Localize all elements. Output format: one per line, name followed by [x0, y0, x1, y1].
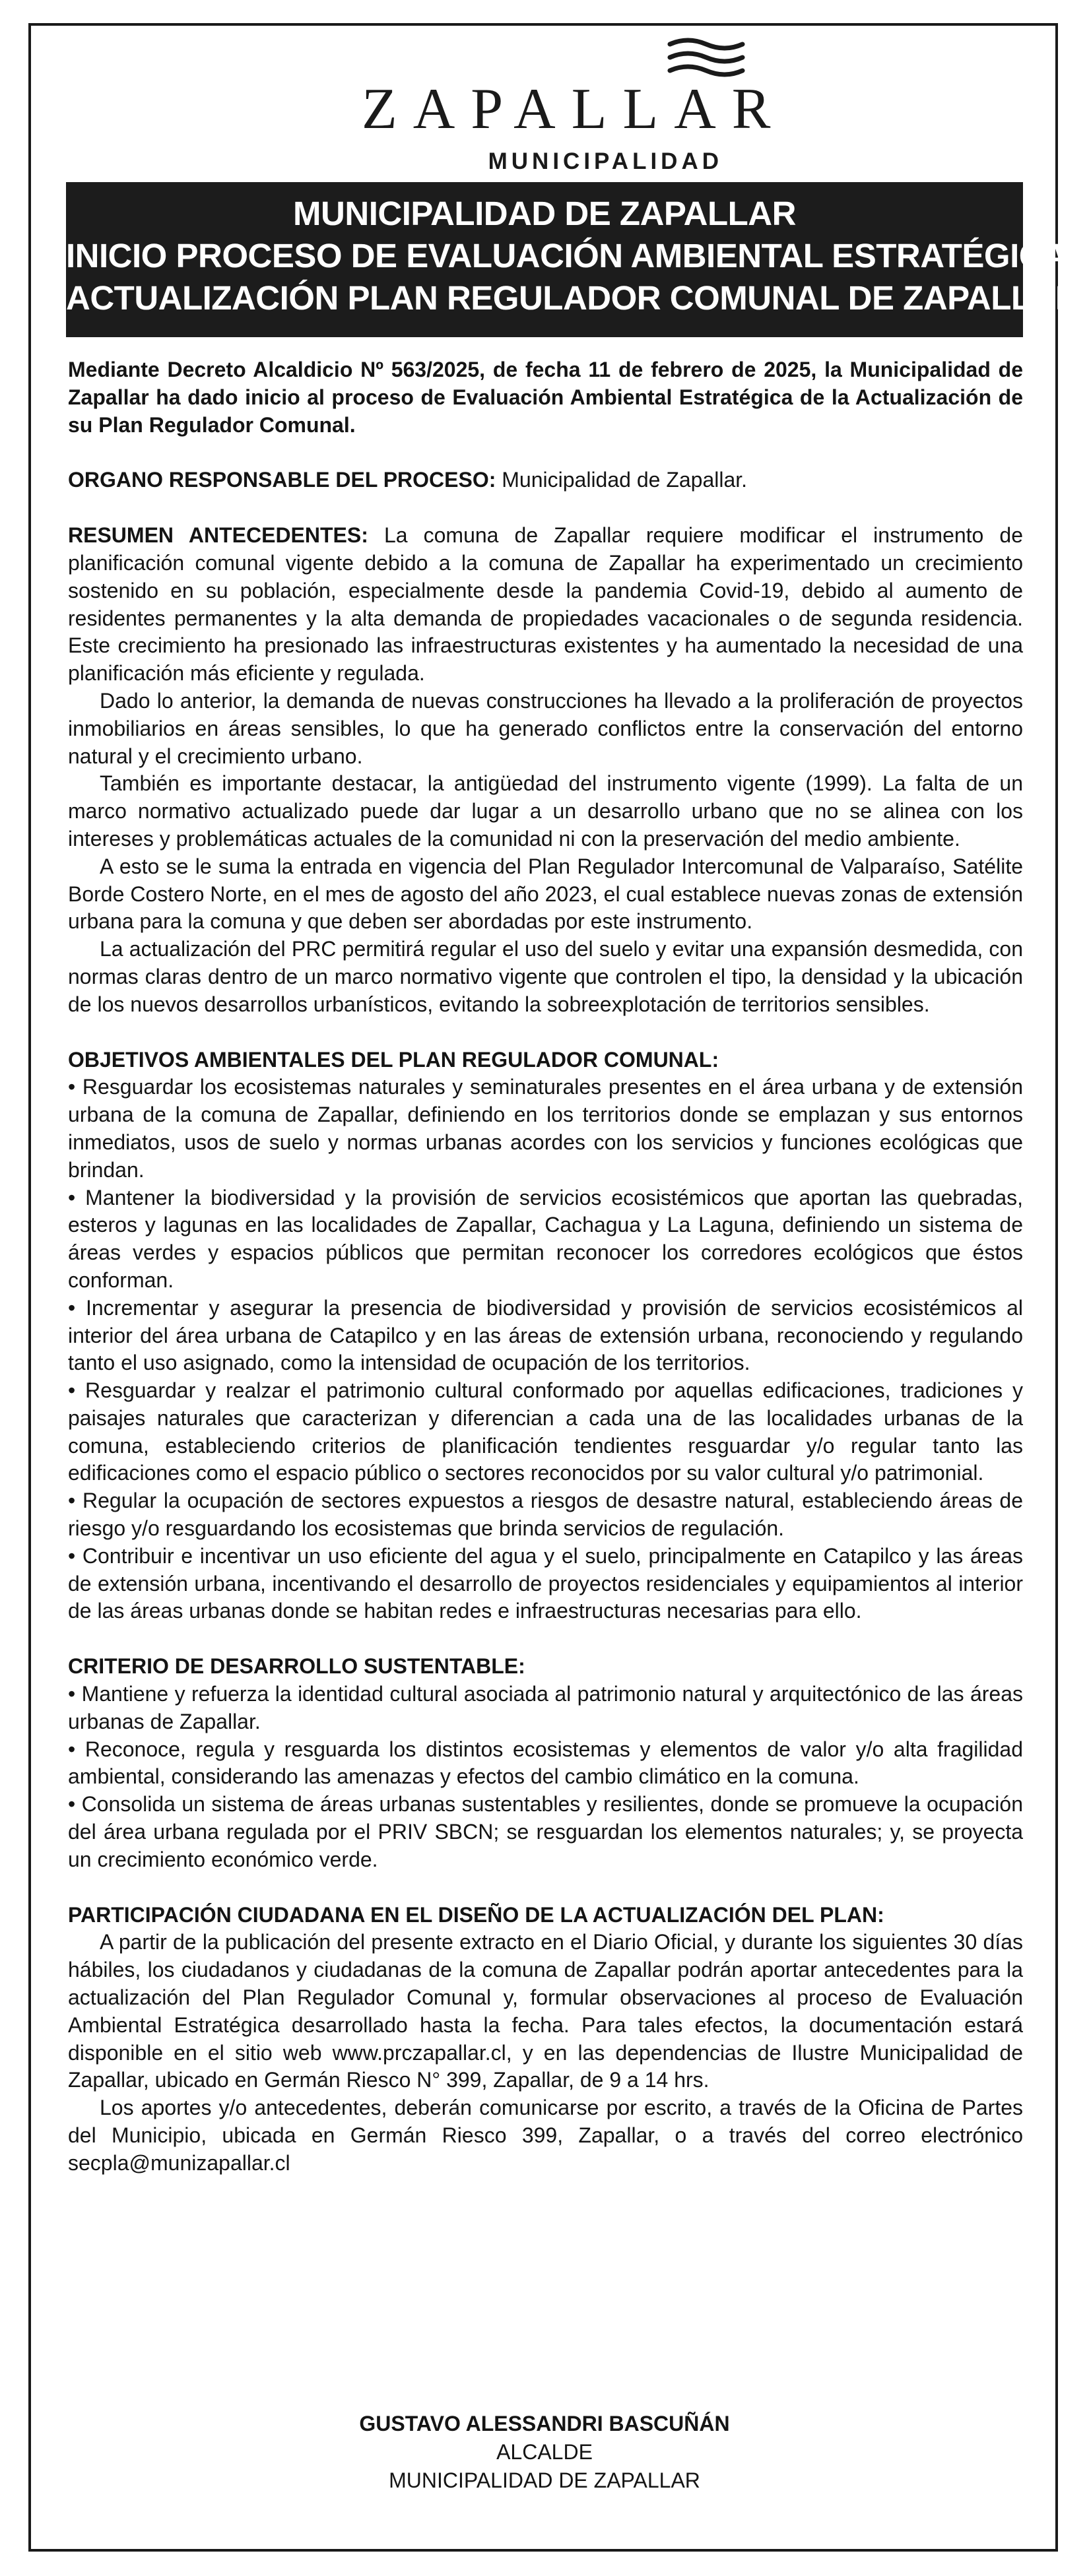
organo-paragraph	[68, 467, 1023, 494]
logo-subtitle: MUNICIPALIDAD	[488, 148, 723, 174]
title-banner	[66, 182, 1080, 337]
criterio-heading: CRITERIO DE DESARROLLO SUSTENTABLE:	[68, 1654, 525, 1679]
resumen-paragraph-3: También es importante destacar, la antigüedad del instrumento vigente (1999). La falta de un marco normativo actualizado puede dar lugar a un desarrollo urbano que no se alinea con los intereses y problemáticas actuales de la comunidad ni con la preservación del medio ambiente.	[68, 771, 1023, 851]
resumen-paragraph-4: A esto se le suma la entrada en vigencia del Plan Regulador Intercomunal de Valparaíso, Satélite Borde Costero Norte, en el mes de agosto del año 2023, el cual establece nuevas zonas de extensión urbana para la comuna y que deben ser abordadas por este instrumento.	[68, 854, 1023, 934]
objetivo-item: • Regular la ocupación de sectores expuestos a riesgos de desastre natural, estableciendo áreas de riesgo y/o resguardando los ecosistemas que brinda servicios de regulación.	[68, 1489, 1023, 1541]
participacion-heading: PARTICIPACIÓN CIUDADANA EN EL DISEÑO DE LA ACTUALIZACIÓN DEL PLAN:	[68, 1902, 884, 1927]
objetivo-item: • Incrementar y asegurar la presencia de biodiversidad y provisión de servicios ecosistémicos al interior del área urbana de Catapilco y en las áreas de extensión urbana, reconociendo y regulando tanto el uso asignado, como la intensidad de ocupación de los territorios.	[68, 1295, 1023, 1375]
criterio-item: • Reconoce, regula y resguarda los distintos ecosistemas y elementos de valor y/o alta fragilidad ambiental, considerando las amenazas y efectos del cambio climático en la comuna.	[68, 1737, 1023, 1789]
intro-paragraph: Mediante Decreto Alcaldicio Nº 563/2025, de fecha 11 de febrero de 2025, la Municipalidad de Zapallar ha dado inicio al proceso de Evaluación Ambiental Estratégica de la Actualización de su Plan Regulador Comunal.	[68, 358, 1023, 437]
banner-line-2: INICIO PROCESO DE EVALUACIÓN AMBIENTAL ESTRATÉGICA	[66, 237, 1067, 274]
banner-line-3: ACTUALIZACIÓN PLAN REGULADOR COMUNAL DE ZAPALLAR	[66, 279, 1080, 317]
objetivo-item: • Contribuir e incentivar un uso eficiente del agua y el suelo, principalmente en Catapilco y las áreas de extensión urbana, incentivando el desarrollo de proyectos residenciales y equipamientos al interior de las áreas urbanas donde se habitan redes e infraestructuras necesarias para ello.	[68, 1543, 1023, 1623]
organo-value: Municipalidad de Zapallar.	[496, 468, 748, 492]
notice-body	[68, 356, 1023, 2177]
objetivo-item: • Mantener la biodiversidad y la provisión de servicios ecosistémicos que aportan las quebradas, esteros y lagunas en las localidades de Zapallar, Cachagua y La Laguna, definiendo un sistema de áreas verdes y espacios públicos que permitan reconocer los corredores ecológicos que éstos conforman.	[68, 1185, 1023, 1292]
waves-icon	[667, 34, 746, 80]
objetivos-heading: OBJETIVOS AMBIENTALES DEL PLAN REGULADOR COMUNAL:	[68, 1047, 719, 1072]
signer-organization: MUNICIPALIDAD DE ZAPALLAR	[389, 2468, 700, 2492]
criterio-item: • Consolida un sistema de áreas urbanas sustentables y resilientes, donde se promueve la ocupación del área urbana regulada por el PRIV SBCN; se resguardan los elementos naturales; y, se proyecta un crecimiento económico verde.	[68, 1792, 1023, 1871]
banner-line-1: MUNICIPALIDAD DE ZAPALLAR	[293, 195, 796, 232]
participacion-paragraph-1: A partir de la publicación del presente extracto en el Diario Oficial, y durante los siguientes 30 días hábiles, los ciudadanos y ciudadanas de la comuna de Zapallar podrán aportar antecedentes para la actualización del Plan Regulador Comunal y, formular observaciones al proceso de Evaluación Ambiental Estratégica desarrollado hasta la fecha. Para tales efectos, la documentación estará disponible en el sitio web www.prczapallar.cl, y en las dependencias de Ilustre Municipalidad de Zapallar, ubicado en Germán Riesco N° 399, Zapallar, de 9 a 14 hrs.	[68, 1930, 1023, 2092]
municipal-logo	[0, 26, 1089, 174]
organo-label: ORGANO RESPONSABLE DEL PROCESO:	[68, 468, 496, 492]
logo-wordmark: ZAPALLAR	[362, 77, 787, 141]
resumen-text-1: La comuna de Zapallar requiere modificar el instrumento de planificación comunal vigente debido a la comuna de Zapallar ha experimentado un crecimiento sostenido en su población, especialmente desde la pandemia Covid-19, debido al aumento de residentes permanentes y la alta demanda de propiedades vacacionales o de segunda residencia. Este crecimiento ha presionado las infraestructuras existentes y ha aumentado la necesidad de una planificación más eficiente y regulada.	[68, 523, 1024, 686]
resumen-label: RESUMEN ANTECEDENTES:	[68, 523, 368, 548]
signer-name: GUSTAVO ALESSANDRI BASCUÑÁN	[359, 2412, 730, 2435]
objetivo-item: • Resguardar y realzar el patrimonio cultural conformado por aquellas edificaciones, tradiciones y paisajes naturales que caracterizan y diferencian a cada una de las localidades urbanas de la comuna, estableciendo criterios de planificación tendientes resguardar y/o regular tanto las edificaciones como el espacio público o sectores reconocidos por su valor cultural y/o patrimonial.	[68, 1378, 1023, 1485]
participacion-paragraph-2: Los aportes y/o antecedentes, deberán comunicarse por escrito, a través de la Oficina de Partes del Municipio, ubicada en Germán Riesco 399, Zapallar, o a través del correo electrónico secpla@munizapallar.cl	[68, 2096, 1023, 2175]
criterio-item: • Mantiene y refuerza la identidad cultural asociada al patrimonio natural y arquitectónico de las áreas urbanas de Zapallar.	[68, 1682, 1023, 1733]
resumen-paragraph-2: Dado lo anterior, la demanda de nuevas construcciones ha llevado a la proliferación de proyectos inmobiliarios en áreas sensibles, lo que ha generado conflictos entre la conservación del entorno natural y el crecimiento urbano.	[68, 688, 1023, 768]
signature-block	[0, 2410, 1089, 2495]
objetivo-item: • Resguardar los ecosistemas naturales y seminaturales presentes en el área urbana y de extensión urbana de la comuna de Zapallar, definiendo en los territorios donde se emplazan y sus entornos inmediatos, usos de suelo y normas urbanas acordes con los servicios y funciones ecológicas que brindan.	[68, 1075, 1023, 1182]
resumen-paragraph-1	[68, 522, 1023, 688]
resumen-paragraph-5: La actualización del PRC permitirá regular el uso del suelo y evitar una expansión desmedida, con normas claras dentro de un marco normativo vigente que controlen el tipo, la densidad y la ubicación de los nuevos desarrollos urbanísticos, evitando la sobreexplotación de territorios sensibles.	[68, 937, 1023, 1016]
signer-role: ALCALDE	[496, 2440, 593, 2464]
